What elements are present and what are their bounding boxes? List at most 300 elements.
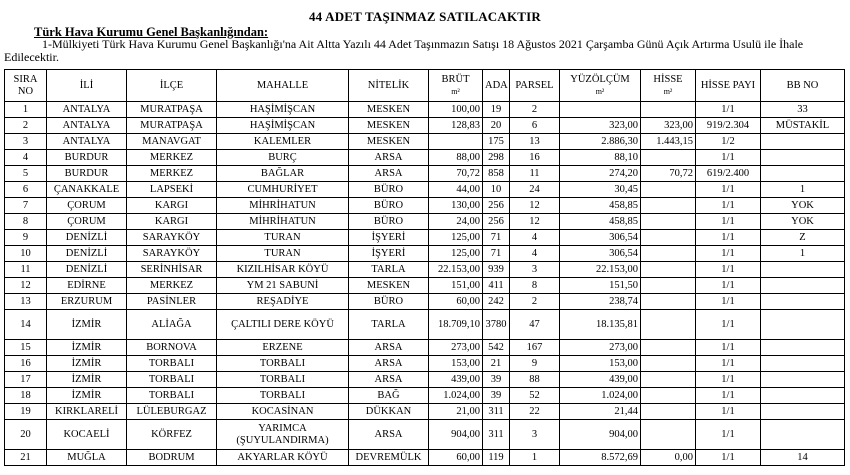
table-cell: BAĞLAR: [217, 166, 349, 182]
table-cell: 1/1: [696, 340, 761, 356]
table-cell: 119: [483, 450, 510, 466]
table-cell: YARIMCA (ŞUYULANDIRMA): [217, 420, 349, 450]
table-cell: İŞYERİ: [349, 246, 429, 262]
table-cell: 22.153,00: [429, 262, 483, 278]
table-header-row: [5, 70, 845, 102]
table-cell: 3: [510, 420, 560, 450]
table-cell: MİHRİHATUN: [217, 198, 349, 214]
table-cell: SARAYKÖY: [127, 246, 217, 262]
table-cell: 1/1: [696, 404, 761, 420]
table-cell: TARLA: [349, 262, 429, 278]
table-cell: 11: [510, 166, 560, 182]
table-cell: MERKEZ: [127, 166, 217, 182]
table-cell: 904,00: [429, 420, 483, 450]
table-cell: TURAN: [217, 246, 349, 262]
table-cell: KARGI: [127, 214, 217, 230]
table-cell: 20: [483, 118, 510, 134]
table-cell: 1/1: [696, 214, 761, 230]
table-cell: DÜKKAN: [349, 404, 429, 420]
table-cell: 16: [5, 356, 47, 372]
table-cell: ÇALTILI DERE KÖYÜ: [217, 310, 349, 340]
table-row: [5, 356, 845, 372]
table-cell: 21: [483, 356, 510, 372]
table-cell: 311: [483, 420, 510, 450]
table-cell: 4: [510, 230, 560, 246]
table-cell: 1/1: [696, 150, 761, 166]
table-cell: [641, 102, 696, 118]
table-cell: KOCAELİ: [47, 420, 127, 450]
table-cell: 13: [510, 134, 560, 150]
table-cell: 125,00: [429, 246, 483, 262]
table-cell: 1: [761, 246, 845, 262]
table-row: [5, 388, 845, 404]
table-cell: 14: [761, 450, 845, 466]
table-cell: 12: [510, 198, 560, 214]
table-cell: [761, 340, 845, 356]
column-header-label: BRÜT: [441, 73, 470, 85]
table-cell: İZMİR: [47, 388, 127, 404]
column-header: [761, 70, 845, 102]
table-cell: 7: [5, 198, 47, 214]
table-cell: ANTALYA: [47, 102, 127, 118]
table-cell: [641, 356, 696, 372]
table-cell: [761, 150, 845, 166]
table-cell: [761, 404, 845, 420]
table-cell: 70,72: [429, 166, 483, 182]
table-cell: 1/1: [696, 450, 761, 466]
table-cell: 153,00: [429, 356, 483, 372]
table-cell: 21,00: [429, 404, 483, 420]
column-header-label: NİTELİK: [367, 79, 410, 91]
table-cell: KIRKLARELİ: [47, 404, 127, 420]
column-header-label: HİSSE: [653, 73, 683, 85]
table-cell: BURDUR: [47, 166, 127, 182]
table-cell: 18: [5, 388, 47, 404]
column-header-unit: m²: [663, 86, 673, 96]
table-cell: 298: [483, 150, 510, 166]
table-cell: [641, 310, 696, 340]
table-body: [5, 102, 845, 466]
table-row: [5, 214, 845, 230]
table-cell: [761, 134, 845, 150]
description-text: 1-Mülkiyeti Türk Hava Kurumu Genel Başkanlığı'na Ait Altta Yazılı 44 Adet Taşınmazın Satışı 18 Ağustos 2021 Çarşamba Günü Açık Artırma Usulü ile İhale Edilecektir.: [4, 37, 804, 64]
table-cell: BÜRO: [349, 198, 429, 214]
table-cell: 6: [510, 118, 560, 134]
table-cell: İZMİR: [47, 340, 127, 356]
table-cell: 256: [483, 214, 510, 230]
table-cell: 1/1: [696, 102, 761, 118]
table-row: [5, 310, 845, 340]
table-row: [5, 182, 845, 198]
table-cell: SERİNHİSAR: [127, 262, 217, 278]
table-cell: 439,00: [429, 372, 483, 388]
table-cell: [761, 388, 845, 404]
table-cell: KÖRFEZ: [127, 420, 217, 450]
column-header: [47, 70, 127, 102]
table-cell: 306,54: [560, 230, 641, 246]
table-cell: 1.024,00: [429, 388, 483, 404]
table-cell: 1/1: [696, 262, 761, 278]
table-row: [5, 102, 845, 118]
table-cell: MESKEN: [349, 118, 429, 134]
table-cell: KIZILHİSAR KÖYÜ: [217, 262, 349, 278]
table-cell: MUĞLA: [47, 450, 127, 466]
table-cell: MURATPAŞA: [127, 118, 217, 134]
table-cell: LAPSEKİ: [127, 182, 217, 198]
table-cell: BÜRO: [349, 182, 429, 198]
table-cell: 323,00: [641, 118, 696, 134]
column-header-label: BB NO: [786, 79, 819, 91]
table-cell: MURATPAŞA: [127, 102, 217, 118]
table-cell: 858: [483, 166, 510, 182]
table-cell: 0,00: [641, 450, 696, 466]
table-cell: [641, 420, 696, 450]
table-cell: AKYARLAR KÖYÜ: [217, 450, 349, 466]
table-cell: TARLA: [349, 310, 429, 340]
table-cell: ARSA: [349, 356, 429, 372]
table-cell: 10: [483, 182, 510, 198]
column-header-label: SIRA NO: [13, 73, 38, 97]
table-cell: [641, 230, 696, 246]
table-cell: ARSA: [349, 372, 429, 388]
table-cell: MİHRİHATUN: [217, 214, 349, 230]
table-row: [5, 262, 845, 278]
table-cell: 919/2.304: [696, 118, 761, 134]
table-cell: 16: [510, 150, 560, 166]
table-row: [5, 198, 845, 214]
table-cell: 22: [510, 404, 560, 420]
column-header-label: HİSSE PAYI: [700, 79, 756, 91]
table-cell: BURDUR: [47, 150, 127, 166]
table-cell: TURAN: [217, 230, 349, 246]
table-cell: 2.886,30: [560, 134, 641, 150]
table-cell: 1/1: [696, 310, 761, 340]
table-cell: ERZENE: [217, 340, 349, 356]
table-cell: 458,85: [560, 214, 641, 230]
column-header: [429, 70, 483, 102]
table-row: [5, 118, 845, 134]
table-cell: YOK: [761, 198, 845, 214]
table-cell: 323,00: [560, 118, 641, 134]
table-cell: 458,85: [560, 198, 641, 214]
table-cell: 20: [5, 420, 47, 450]
table-cell: MESKEN: [349, 102, 429, 118]
table-cell: 306,54: [560, 246, 641, 262]
column-header: [127, 70, 217, 102]
table-cell: YOK: [761, 214, 845, 230]
table-cell: MERKEZ: [127, 150, 217, 166]
table-cell: 238,74: [560, 294, 641, 310]
table-cell: [761, 372, 845, 388]
table-cell: TORBALI: [217, 356, 349, 372]
table-cell: 1/1: [696, 356, 761, 372]
table-cell: 9: [5, 230, 47, 246]
column-header-label: İLİ: [79, 79, 94, 91]
table-cell: 88: [510, 372, 560, 388]
table-row: [5, 134, 845, 150]
table-cell: 8: [510, 278, 560, 294]
table-row: [5, 278, 845, 294]
table-cell: 273,00: [560, 340, 641, 356]
table-cell: 60,00: [429, 294, 483, 310]
table-cell: 14: [5, 310, 47, 340]
table-cell: HAŞİMİŞCAN: [217, 102, 349, 118]
column-header: [510, 70, 560, 102]
table-cell: EDİRNE: [47, 278, 127, 294]
table-cell: İŞYERİ: [349, 230, 429, 246]
table-cell: 100,00: [429, 102, 483, 118]
table-row: [5, 150, 845, 166]
table-cell: 39: [483, 388, 510, 404]
table-cell: 619/2.400: [696, 166, 761, 182]
table-cell: ANTALYA: [47, 118, 127, 134]
table-cell: BORNOVA: [127, 340, 217, 356]
table-cell: 11: [5, 262, 47, 278]
table-cell: 1/2: [696, 134, 761, 150]
table-cell: [641, 198, 696, 214]
table-cell: İZMİR: [47, 310, 127, 340]
column-header: [483, 70, 510, 102]
table-cell: 70,72: [641, 166, 696, 182]
table-cell: ÇORUM: [47, 198, 127, 214]
table-cell: 904,00: [560, 420, 641, 450]
table-cell: LÜLEBURGAZ: [127, 404, 217, 420]
table-cell: 19: [483, 102, 510, 118]
page-title: 44 ADET TAŞINMAZ SATILACAKTIR: [308, 9, 542, 24]
table-cell: TORBALI: [127, 356, 217, 372]
table-cell: 3: [5, 134, 47, 150]
table-cell: 12: [5, 278, 47, 294]
table-cell: DEVREMÜLK: [349, 450, 429, 466]
table-cell: 1/1: [696, 230, 761, 246]
table-row: [5, 166, 845, 182]
table-cell: [641, 246, 696, 262]
table-cell: [761, 356, 845, 372]
table-cell: [641, 182, 696, 198]
table-cell: 17: [5, 372, 47, 388]
column-header: [696, 70, 761, 102]
table-cell: 47: [510, 310, 560, 340]
table-cell: MESKEN: [349, 134, 429, 150]
table-cell: ARSA: [349, 166, 429, 182]
table-cell: 39: [483, 372, 510, 388]
table-cell: MÜSTAKİL: [761, 118, 845, 134]
property-table: [4, 69, 845, 466]
table-cell: 5: [5, 166, 47, 182]
table-cell: 24: [510, 182, 560, 198]
table-cell: 18.135,81: [560, 310, 641, 340]
table-cell: [761, 310, 845, 340]
table-cell: 4: [5, 150, 47, 166]
table-cell: 88,10: [560, 150, 641, 166]
table-cell: 1.024,00: [560, 388, 641, 404]
table-cell: 167: [510, 340, 560, 356]
table-cell: KARGI: [127, 198, 217, 214]
column-header-unit: m²: [451, 86, 460, 96]
column-header: [5, 70, 47, 102]
table-cell: 4: [510, 246, 560, 262]
table-cell: 542: [483, 340, 510, 356]
table-cell: 15: [5, 340, 47, 356]
table-row: [5, 230, 845, 246]
table-cell: ARSA: [349, 340, 429, 356]
table-cell: ÇORUM: [47, 214, 127, 230]
table-cell: DENİZLİ: [47, 246, 127, 262]
table-cell: 19: [5, 404, 47, 420]
table-cell: MERKEZ: [127, 278, 217, 294]
table-cell: 2: [510, 102, 560, 118]
column-header-label: MAHALLE: [256, 79, 309, 91]
table-row: [5, 246, 845, 262]
table-cell: 10: [5, 246, 47, 262]
table-cell: 151,50: [560, 278, 641, 294]
table-cell: 128,83: [429, 118, 483, 134]
column-header-unit: m²: [595, 86, 605, 96]
table-cell: 8.572,69: [560, 450, 641, 466]
table-cell: 1/1: [696, 182, 761, 198]
table-cell: 273,00: [429, 340, 483, 356]
table-cell: MANAVGAT: [127, 134, 217, 150]
table-cell: 2: [510, 294, 560, 310]
table-cell: [641, 372, 696, 388]
organization-heading: Türk Hava Kurumu Genel Başkanlığından:: [34, 25, 269, 39]
table-cell: 60,00: [429, 450, 483, 466]
table-cell: 1: [5, 102, 47, 118]
table-cell: BÜRO: [349, 294, 429, 310]
table-cell: HAŞİMİŞCAN: [217, 118, 349, 134]
column-header-label: ADA: [485, 79, 508, 91]
table-cell: ARSA: [349, 150, 429, 166]
table-cell: TORBALI: [217, 372, 349, 388]
column-header: [560, 70, 641, 102]
table-cell: REŞADİYE: [217, 294, 349, 310]
table-cell: 52: [510, 388, 560, 404]
table-row: [5, 404, 845, 420]
table-cell: [641, 278, 696, 294]
table-cell: TORBALI: [127, 372, 217, 388]
table-row: [5, 340, 845, 356]
table-cell: PASİNLER: [127, 294, 217, 310]
table-cell: [761, 294, 845, 310]
table-cell: CUMHURİYET: [217, 182, 349, 198]
table-cell: 12: [510, 214, 560, 230]
table-cell: 33: [761, 102, 845, 118]
table-cell: 311: [483, 404, 510, 420]
table-cell: ANTALYA: [47, 134, 127, 150]
table-cell: 8: [5, 214, 47, 230]
table-cell: 125,00: [429, 230, 483, 246]
table-cell: 175: [483, 134, 510, 150]
table-cell: 151,00: [429, 278, 483, 294]
table-cell: ERZURUM: [47, 294, 127, 310]
table-cell: BÜRO: [349, 214, 429, 230]
table-cell: BAĞ: [349, 388, 429, 404]
table-cell: 88,00: [429, 150, 483, 166]
table-cell: DENİZLİ: [47, 262, 127, 278]
column-header-label: PARSEL: [515, 79, 554, 91]
table-cell: 1: [510, 450, 560, 466]
table-cell: 1/1: [696, 388, 761, 404]
table-cell: 1/1: [696, 420, 761, 450]
table-row: [5, 420, 845, 450]
table-cell: [761, 262, 845, 278]
table-cell: 13: [5, 294, 47, 310]
table-row: [5, 294, 845, 310]
table-cell: 3780: [483, 310, 510, 340]
table-row: [5, 372, 845, 388]
table-cell: 18.709,10: [429, 310, 483, 340]
table-cell: TORBALI: [127, 388, 217, 404]
table-cell: [641, 214, 696, 230]
table-cell: 71: [483, 246, 510, 262]
table-cell: ALİAĞA: [127, 310, 217, 340]
table-cell: 130,00: [429, 198, 483, 214]
table-cell: 1/1: [696, 372, 761, 388]
table-cell: 1.443,15: [641, 134, 696, 150]
table-cell: 3: [510, 262, 560, 278]
table-cell: 411: [483, 278, 510, 294]
table-cell: 1/1: [696, 294, 761, 310]
table-cell: 242: [483, 294, 510, 310]
table-cell: [641, 150, 696, 166]
table-cell: [761, 278, 845, 294]
table-cell: [429, 134, 483, 150]
column-header: [349, 70, 429, 102]
table-cell: ARSA: [349, 420, 429, 450]
table-cell: [761, 420, 845, 450]
table-cell: 1/1: [696, 278, 761, 294]
table-cell: 21: [5, 450, 47, 466]
table-cell: İZMİR: [47, 356, 127, 372]
table-cell: 939: [483, 262, 510, 278]
table-cell: TORBALI: [217, 388, 349, 404]
table-cell: [641, 262, 696, 278]
table-row: [5, 450, 845, 466]
table-cell: 71: [483, 230, 510, 246]
table-cell: 24,00: [429, 214, 483, 230]
table-cell: 1: [761, 182, 845, 198]
table-cell: 9: [510, 356, 560, 372]
table-cell: SARAYKÖY: [127, 230, 217, 246]
table-cell: 2: [5, 118, 47, 134]
table-cell: [641, 294, 696, 310]
table-cell: 6: [5, 182, 47, 198]
table-cell: 274,20: [560, 166, 641, 182]
table-cell: 22.153,00: [560, 262, 641, 278]
table-cell: 44,00: [429, 182, 483, 198]
table-cell: KALEMLER: [217, 134, 349, 150]
column-header-label: İLÇE: [159, 79, 184, 91]
column-header-label: YÜZÖLÇÜM: [570, 73, 630, 85]
table-cell: YM 21 SABUNİ: [217, 278, 349, 294]
table-cell: KOCASİNAN: [217, 404, 349, 420]
table-cell: [641, 404, 696, 420]
table-cell: 30,45: [560, 182, 641, 198]
column-header: [641, 70, 696, 102]
table-cell: [560, 102, 641, 118]
table-cell: 1/1: [696, 246, 761, 262]
table-cell: BURÇ: [217, 150, 349, 166]
table-cell: Z: [761, 230, 845, 246]
table-cell: 439,00: [560, 372, 641, 388]
table-cell: [641, 340, 696, 356]
table-cell: 256: [483, 198, 510, 214]
table-cell: 153,00: [560, 356, 641, 372]
table-cell: MESKEN: [349, 278, 429, 294]
table-cell: [761, 166, 845, 182]
table-cell: [641, 388, 696, 404]
table-cell: DENİZLİ: [47, 230, 127, 246]
